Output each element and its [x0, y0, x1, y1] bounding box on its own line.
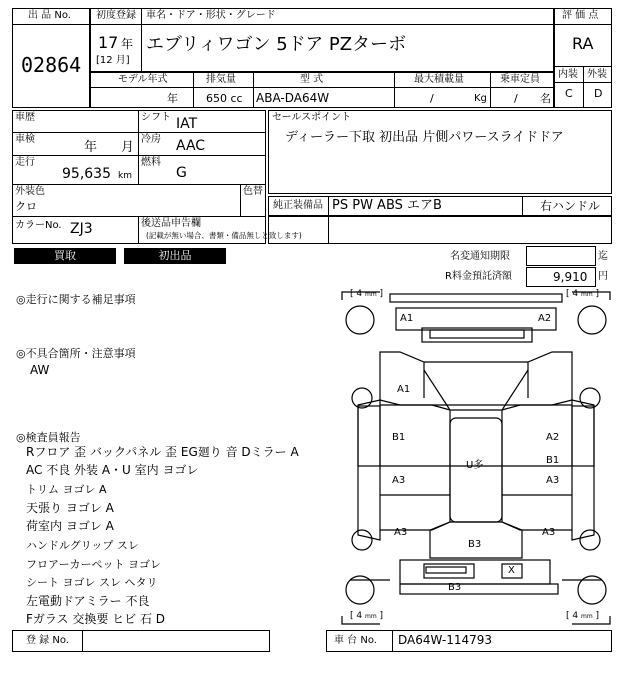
exterior-label: 外装 — [587, 69, 607, 80]
inspector-label: ◎検査員報告 — [16, 431, 81, 444]
load-unit: Kg — [474, 93, 487, 104]
handle-value: 右ハンドル — [540, 199, 601, 213]
mark-rear-b3: B3 — [468, 539, 482, 550]
mileage-value: 95,635 — [62, 166, 111, 182]
equipment-value: PS PW ABS エアB — [332, 198, 442, 213]
mark-front-a1: A1 — [400, 313, 414, 324]
inspector-line: トリム ヨゴレ A — [26, 483, 107, 496]
vehicle-name-label: 車名・ドア・形状・グレード — [146, 10, 276, 21]
history-label: 車歴 — [15, 112, 35, 123]
driving-notes-label: ◎走行に関する補足事項 — [16, 293, 136, 306]
inspector-line: AC 不良 外装 A・U 室内 ヨゴレ — [26, 463, 199, 477]
color-no-value: ZJ3 — [70, 221, 93, 237]
ac-label: 冷房 — [141, 134, 161, 145]
displacement-label: 排気量 — [206, 74, 236, 85]
capacity-label: 乗車定員 — [500, 74, 540, 85]
fuel-value: G — [176, 165, 187, 181]
tire-front-left: [ 4 mm ] — [350, 289, 384, 299]
displacement-value: 650 cc — [206, 92, 243, 105]
ac-value: AAC — [176, 138, 206, 154]
inspector-line: フロアーカーペット ヨゴレ — [26, 558, 161, 571]
lot-number-label: 出 品 No. — [28, 10, 71, 21]
inspector-line: Fガラス 交換要 ヒビ 石 D — [26, 612, 166, 626]
recycle-amount: 9,910 — [553, 270, 588, 284]
name-change-box — [526, 246, 596, 266]
mark-front-a2: A2 — [538, 313, 552, 324]
max-load-label: 最大積載量 — [414, 74, 464, 85]
mark-right-a3: A3 — [546, 475, 560, 486]
recycle-unit: 円 — [598, 271, 608, 282]
exterior-color-label: 外装色 — [15, 186, 45, 197]
tire-rear-left: [ 4 mm ] — [350, 611, 384, 621]
first-registration-month: [12 月] — [96, 55, 130, 66]
inspection-year-unit: 年 — [84, 140, 98, 155]
interior-grade: C — [565, 87, 573, 100]
rating-label: 評 価 点 — [562, 10, 599, 21]
equipment-label: 純正装備品 — [273, 200, 323, 211]
sales-point-label: セールスポイント — [272, 112, 352, 123]
inspector-line: 荷室内 ヨゴレ A — [26, 519, 114, 533]
mark-bumper-b3: B3 — [448, 582, 462, 593]
inspector-line: 天張り ヨゴレ A — [26, 501, 114, 515]
tag-buy: 買取 — [14, 248, 116, 264]
mark-right-b1: B1 — [546, 455, 560, 466]
fuel-label: 燃料 — [141, 157, 161, 168]
mark-left-a1: A1 — [397, 384, 411, 395]
capacity-unit: 名 — [540, 92, 551, 105]
inspector-line: ハンドルグリップ スレ — [26, 539, 139, 552]
chassis-number-label: 車 台 No. — [334, 635, 377, 646]
shift-label: シフト — [141, 112, 171, 123]
mark-left-a3: A3 — [392, 475, 406, 486]
model-year-unit: 年 — [167, 92, 178, 105]
type-label: 型 式 — [300, 74, 324, 85]
vehicle-name: エブリィワゴン 5ドア PZターボ — [146, 34, 407, 55]
mark-bumper-x: X — [508, 565, 515, 576]
tag-first-listing: 初出品 — [124, 248, 226, 264]
docs-extra-box — [268, 216, 612, 244]
car-condition-diagram — [340, 290, 612, 626]
inspection-label: 車検 — [15, 134, 35, 145]
interior-label: 内装 — [558, 69, 578, 80]
exterior-color-value: クロ — [15, 200, 37, 213]
color-change-label: 色替 — [243, 186, 263, 197]
recycle-label: R料金預託済額 — [445, 271, 512, 282]
registration-number-label: 登 録 No. — [26, 635, 69, 646]
defects-label: ◎不具合箇所・注意事項 — [16, 347, 136, 360]
name-change-unit: 迄 — [598, 251, 608, 262]
tire-front-right: [ 4 mm ] — [566, 289, 600, 299]
inspector-line: Rフロア 歪 バックパネル 歪 EG廻り 音 Dミラー A — [26, 445, 299, 459]
inspector-line: シート ヨゴレ スレ ヘタリ — [26, 576, 158, 589]
mark-left-a3-rear: A3 — [394, 527, 408, 538]
lot-number: 02864 — [21, 53, 82, 77]
color-no-label: カラーNo. — [15, 220, 62, 231]
name-change-label: 名変通知期限 — [450, 251, 510, 262]
tire-rear-right: [ 4 mm ] — [566, 611, 600, 621]
rating-value: RA — [572, 34, 594, 53]
model-year-label: モデル年式 — [118, 74, 168, 85]
year-unit: 年 — [121, 37, 134, 51]
type-value: ABA-DA64W — [256, 91, 330, 105]
mileage-unit: km — [118, 171, 132, 181]
exterior-grade: D — [594, 87, 603, 100]
first-registration-label: 初度登録 — [96, 10, 136, 21]
sales-point-text: ディーラー下取 初出品 片側パワースライドドア — [285, 130, 564, 145]
capacity-slash: / — [514, 92, 518, 105]
chassis-number: DA64W-114793 — [398, 633, 493, 647]
inspector-line: 左電動ドアミラー 不良 — [26, 594, 150, 608]
mark-right-a2: A2 — [546, 432, 560, 443]
shift-value: IAT — [176, 116, 198, 132]
first-registration-year: 17 — [98, 33, 119, 52]
docs-label: 後送品申告欄 — [141, 218, 201, 229]
load-slash: / — [430, 92, 434, 105]
mileage-label: 走行 — [15, 157, 35, 168]
mark-right-a3-rear: A3 — [542, 527, 556, 538]
defects-text: AW — [30, 363, 50, 377]
mark-left-b1: B1 — [392, 432, 406, 443]
mark-roof-u: U多 — [466, 460, 484, 471]
inspection-month-unit: 月 — [121, 140, 135, 155]
docs-note: (記載が無い場合、書類・備品無しと致します) — [146, 231, 302, 240]
